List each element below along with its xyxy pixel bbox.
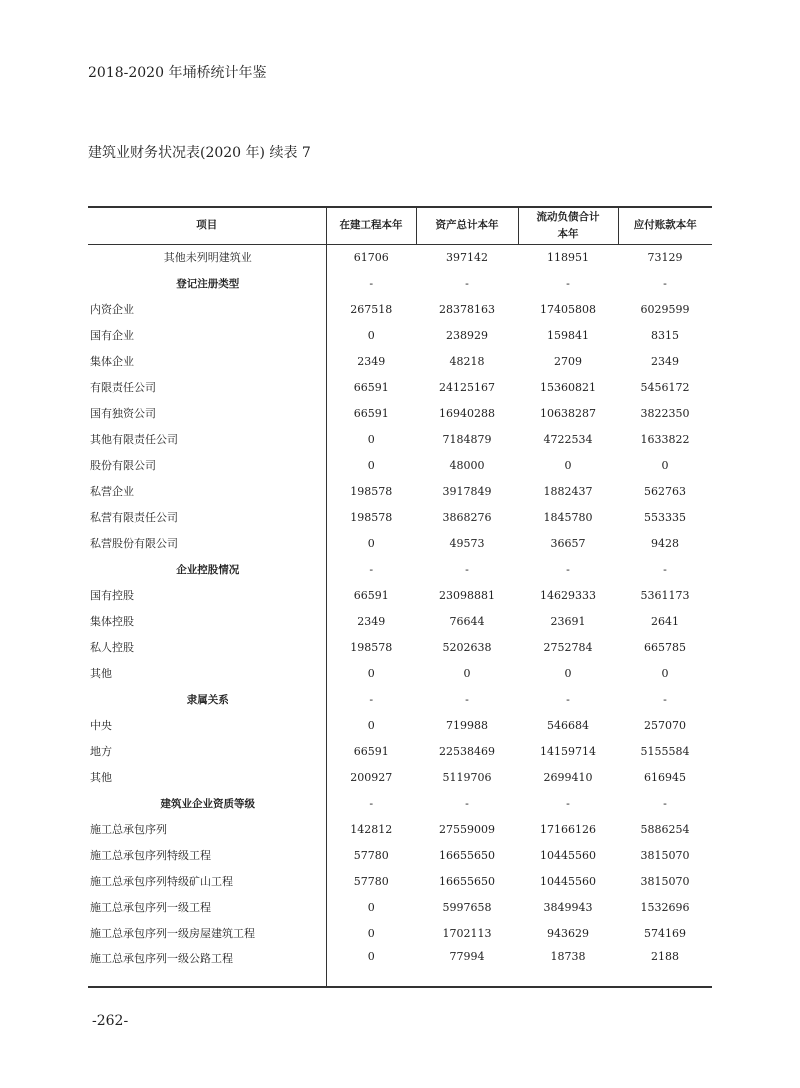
cell-value: - xyxy=(663,692,667,706)
column-header-construction-in-progress: 在建工程本年 xyxy=(326,207,416,244)
cell-value: 1702113 xyxy=(442,926,492,940)
cell-value: 77994 xyxy=(416,946,518,987)
cell-value: 14629333 xyxy=(540,588,596,602)
row-label: 施工总承包序列特级工程 xyxy=(88,842,326,868)
row-label: 有限责任公司 xyxy=(88,374,326,400)
table-row xyxy=(88,322,712,348)
cell-value: 198578 xyxy=(350,510,393,524)
table-row xyxy=(88,920,712,946)
row-label: 中央 xyxy=(88,712,326,738)
row-label: 地方 xyxy=(88,738,326,764)
cell-value: 616945 xyxy=(644,770,686,784)
cell-value: 267518 xyxy=(350,302,393,316)
cell-value: 1532696 xyxy=(640,900,690,914)
cell-value: 73129 xyxy=(647,250,683,264)
cell-value: 66591 xyxy=(353,380,389,394)
cell-value: 3917849 xyxy=(442,484,492,498)
cell-value: - xyxy=(663,796,667,810)
cell-value: 2752784 xyxy=(543,640,593,654)
cell-value: - xyxy=(465,276,469,290)
cell-value: 719988 xyxy=(446,718,488,732)
table-row xyxy=(88,530,712,556)
cell-value: 2709 xyxy=(554,354,582,368)
row-label: 登记注册类型 xyxy=(88,270,326,296)
cell-value: 66591 xyxy=(353,744,389,758)
financial-table xyxy=(88,206,712,988)
page-number: -262- xyxy=(92,1013,129,1029)
table-row xyxy=(88,452,712,478)
table-row xyxy=(88,764,712,790)
cell-value: 6029599 xyxy=(640,302,690,316)
row-label: 施工总承包序列一级房屋建筑工程 xyxy=(88,920,326,946)
cell-value: 1882437 xyxy=(543,484,593,498)
cell-value: 36657 xyxy=(550,536,586,550)
cell-value: 28378163 xyxy=(439,302,495,316)
cell-value: 2349 xyxy=(357,614,386,628)
cell-value: - xyxy=(465,796,469,810)
cell-value: 562763 xyxy=(644,484,686,498)
cell-value: 10445560 xyxy=(540,874,596,888)
cell-value: 5456172 xyxy=(640,380,690,394)
cell-value: 2641 xyxy=(651,614,679,628)
cell-value: 5361173 xyxy=(640,588,690,602)
cell-value: 48218 xyxy=(449,354,485,368)
table-row xyxy=(88,738,712,764)
cell-value: - xyxy=(369,276,374,290)
cell-value: 22538469 xyxy=(439,744,495,758)
row-label: 国有企业 xyxy=(88,322,326,348)
cell-value: 0 xyxy=(367,666,375,680)
section-row xyxy=(88,790,712,816)
table-row xyxy=(88,868,712,894)
cell-value: 24125167 xyxy=(439,380,495,394)
cell-value: 23098881 xyxy=(439,588,495,602)
cell-value: 15360821 xyxy=(540,380,596,394)
cell-value: 0 xyxy=(367,900,375,914)
row-label: 国有控股 xyxy=(88,582,326,608)
table-row xyxy=(88,296,712,322)
row-label: 施工总承包序列一级工程 xyxy=(88,894,326,920)
cell-value: 3815070 xyxy=(640,848,690,862)
cell-value: 200927 xyxy=(350,770,393,784)
cell-value: 5119706 xyxy=(442,770,492,784)
cell-value: 2349 xyxy=(357,354,386,368)
row-label: 国有独资公司 xyxy=(88,400,326,426)
table-row xyxy=(88,400,712,426)
row-label: 施工总承包序列特级矿山工程 xyxy=(88,868,326,894)
cell-value: 118951 xyxy=(547,250,589,264)
cell-value: 27559009 xyxy=(439,822,495,836)
column-header-total-assets: 资产总计本年 xyxy=(416,207,518,244)
cell-value: 7184879 xyxy=(442,432,492,446)
section-row xyxy=(88,556,712,582)
cell-value: 18738 xyxy=(518,946,618,987)
cell-value: 0 xyxy=(367,328,375,342)
cell-value: - xyxy=(465,562,469,576)
cell-value: 66591 xyxy=(353,588,389,602)
cell-value: 1633822 xyxy=(640,432,690,446)
table-row xyxy=(88,816,712,842)
cell-value: - xyxy=(566,692,570,706)
table-header-row xyxy=(88,207,712,244)
cell-value: 16655650 xyxy=(439,848,495,862)
cell-value: - xyxy=(663,276,667,290)
row-label: 私人控股 xyxy=(88,634,326,660)
cell-value: 238929 xyxy=(446,328,488,342)
cell-value: 5997658 xyxy=(442,900,492,914)
row-label: 私营股份有限公司 xyxy=(88,530,326,556)
cell-value: - xyxy=(663,562,667,576)
row-label: 集体控股 xyxy=(88,608,326,634)
table-row xyxy=(88,374,712,400)
cell-value: 943629 xyxy=(547,926,589,940)
row-label: 股份有限公司 xyxy=(88,452,326,478)
cell-value: 0 xyxy=(463,666,471,680)
row-label: 私营有限责任公司 xyxy=(88,504,326,530)
row-label: 隶属关系 xyxy=(88,686,326,712)
cell-value: 3868276 xyxy=(442,510,492,524)
cell-value: 0 xyxy=(367,458,375,472)
cell-value: 5886254 xyxy=(640,822,690,836)
cell-value: 574169 xyxy=(644,926,686,940)
row-label: 其他 xyxy=(88,660,326,686)
row-label: 企业控股情况 xyxy=(88,556,326,582)
cell-value: 23691 xyxy=(550,614,586,628)
cell-value: 0 xyxy=(564,458,572,472)
row-label: 施工总承包序列 xyxy=(88,816,326,842)
cell-value: 397142 xyxy=(446,250,488,264)
row-label: 私营企业 xyxy=(88,478,326,504)
table-row xyxy=(88,634,712,660)
cell-value: 198578 xyxy=(350,640,393,654)
cell-value: 5202638 xyxy=(442,640,492,654)
cell-value: 76644 xyxy=(449,614,485,628)
cell-value: 61706 xyxy=(353,250,389,264)
table-row xyxy=(88,582,712,608)
column-header-accounts-payable: 应付账款本年 xyxy=(618,207,712,244)
cell-value: 16940288 xyxy=(439,406,495,420)
cell-value: 49573 xyxy=(449,536,485,550)
table-row xyxy=(88,478,712,504)
cell-value: 0 xyxy=(564,666,572,680)
table-row xyxy=(88,894,712,920)
cell-value: 257070 xyxy=(644,718,686,732)
row-label: 集体企业 xyxy=(88,348,326,374)
cell-value: 5155584 xyxy=(640,744,690,758)
table-row xyxy=(88,348,712,374)
row-label: 其他有限责任公司 xyxy=(88,426,326,452)
cell-value: 0 xyxy=(367,926,375,940)
row-label: 建筑业企业资质等级 xyxy=(88,790,326,816)
cell-value: 66591 xyxy=(353,406,389,420)
cell-value: 0 xyxy=(661,666,669,680)
row-label: 其他未列明建筑业 xyxy=(88,244,326,270)
cell-value: 546684 xyxy=(547,718,589,732)
cell-value: 0 xyxy=(367,718,375,732)
table-row xyxy=(88,946,712,987)
section-row xyxy=(88,270,712,296)
cell-value: 2699410 xyxy=(543,770,593,784)
cell-value: 9428 xyxy=(651,536,679,550)
cell-value: 159841 xyxy=(547,328,589,342)
cell-value: - xyxy=(369,692,374,706)
cell-value: 3822350 xyxy=(640,406,690,420)
cell-value: 14159714 xyxy=(540,744,596,758)
cell-value: 665785 xyxy=(644,640,686,654)
column-header-item: 项目 xyxy=(88,207,326,244)
table-row xyxy=(88,426,712,452)
table-row xyxy=(88,842,712,868)
cell-value: 10638287 xyxy=(540,406,596,420)
cell-value: 3815070 xyxy=(640,874,690,888)
table-title: 建筑业财务状况表(2020 年) 续表 7 xyxy=(88,145,311,161)
cell-value: 57780 xyxy=(353,848,389,862)
cell-value: - xyxy=(369,796,374,810)
table-row xyxy=(88,660,712,686)
cell-value: 0 xyxy=(326,946,416,987)
section-row xyxy=(88,686,712,712)
cell-value: 0 xyxy=(661,458,669,472)
table-row xyxy=(88,244,712,270)
cell-value: 553335 xyxy=(644,510,686,524)
cell-value: 48000 xyxy=(449,458,485,472)
table-row xyxy=(88,712,712,738)
cell-value: 10445560 xyxy=(540,848,596,862)
cell-value: - xyxy=(369,562,374,576)
row-label: 内资企业 xyxy=(88,296,326,322)
cell-value: - xyxy=(566,796,570,810)
cell-value: 2188 xyxy=(618,946,712,987)
cell-value: 16655650 xyxy=(439,874,495,888)
running-head: 2018-2020 年埇桥统计年鉴 xyxy=(88,65,267,81)
cell-value: 142812 xyxy=(350,822,393,836)
cell-value: 4722534 xyxy=(543,432,593,446)
column-header-current-liabilities: 流动负债合计本年 xyxy=(518,207,618,244)
table-row xyxy=(88,608,712,634)
cell-value: 17405808 xyxy=(540,302,596,316)
cell-value: 17166126 xyxy=(540,822,596,836)
cell-value: 3849943 xyxy=(543,900,593,914)
cell-value: 0 xyxy=(367,536,375,550)
cell-value: 198578 xyxy=(350,484,393,498)
row-label: 施工总承包序列一级公路工程 xyxy=(88,946,326,987)
cell-value: - xyxy=(566,276,570,290)
cell-value: 57780 xyxy=(353,874,389,888)
cell-value: - xyxy=(566,562,570,576)
row-label: 其他 xyxy=(88,764,326,790)
cell-value: 0 xyxy=(367,432,375,446)
table-row xyxy=(88,504,712,530)
cell-value: 2349 xyxy=(651,354,679,368)
cell-value: 8315 xyxy=(651,328,679,342)
cell-value: 1845780 xyxy=(543,510,593,524)
cell-value: - xyxy=(465,692,469,706)
